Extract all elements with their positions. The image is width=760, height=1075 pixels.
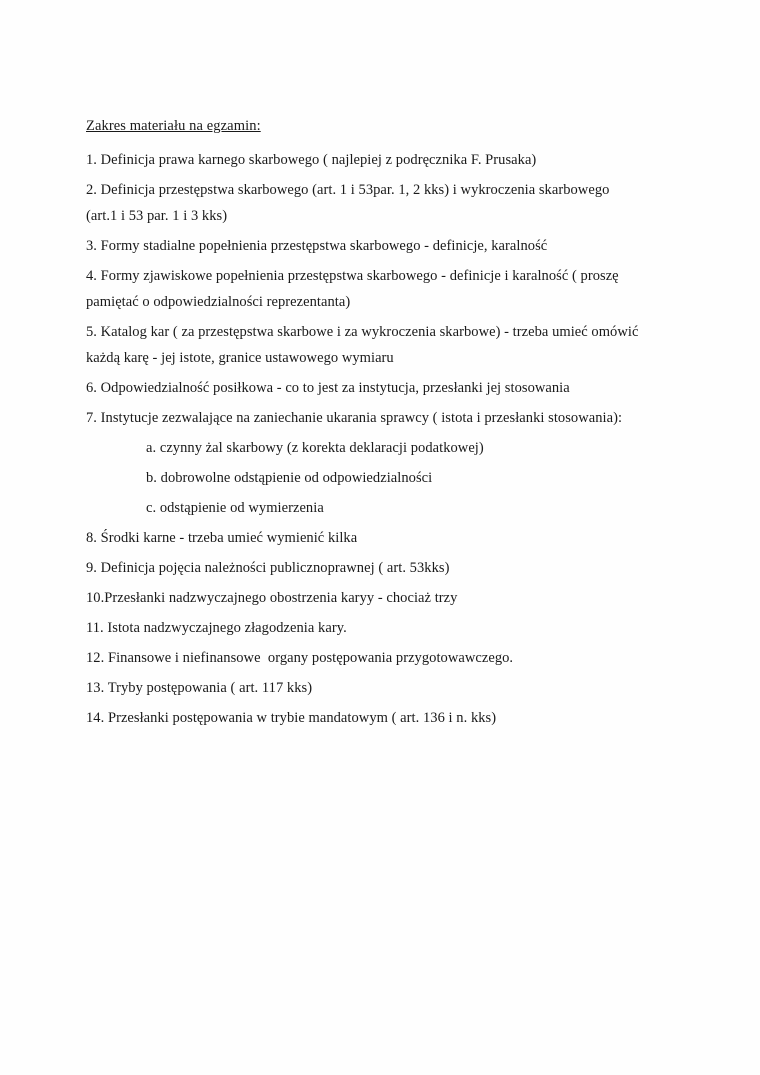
list-item: 12. Finansowe i niefinansowe organy postępowania przygotowawczego.: [86, 650, 514, 666]
list-item: 10.Przesłanki nadzwyczajnego obostrzenia karyy - chociaż trzy: [86, 590, 458, 606]
list-item: 5. Katalog kar ( za przestępstwa skarbowe i za wykroczenia skarbowe) - trzeba umieć omówić: [86, 324, 639, 340]
list-item: 13. Tryby postępowania ( art. 117 kks): [86, 680, 313, 696]
list-item: 11. Istota nadzwyczajnego złagodzenia kary.: [86, 620, 347, 636]
page-title: Zakres materiału na egzamin:: [86, 118, 261, 134]
list-item-continuation: pamiętać o odpowiedzialności reprezentanta): [86, 294, 351, 310]
list-item: 8. Środki karne - trzeba umieć wymienić kilka: [86, 530, 358, 546]
sub-list-item-b: b. dobrowolne odstąpienie od odpowiedzialności: [146, 470, 433, 486]
list-item-continuation: każdą karę - jej istote, granice ustawowego wymiaru: [86, 350, 394, 366]
sub-list-item-a: a. czynny żal skarbowy (z korekta deklaracji podatkowej): [146, 440, 484, 456]
list-item-continuation: (art.1 i 53 par. 1 i 3 kks): [86, 208, 228, 224]
list-item: 2. Definicja przestępstwa skarbowego (art. 1 i 53par. 1, 2 kks) i wykroczenia skarbowego: [86, 182, 610, 198]
list-item: 3. Formy stadialne popełnienia przestępstwa skarbowego - definicje, karalność: [86, 238, 548, 254]
list-item: 1. Definicja prawa karnego skarbowego ( najlepiej z podręcznika F. Prusaka): [86, 152, 537, 168]
list-item: 7. Instytucje zezwalające na zaniechanie ukarania sprawcy ( istota i przesłanki stosowania):: [86, 410, 623, 426]
list-item: 4. Formy zjawiskowe popełnienia przestępstwa skarbowego - definicje i karalność ( proszę: [86, 268, 619, 284]
document-body: [86, 113, 686, 731]
list-item: 6. Odpowiedzialność posiłkowa - co to jest za instytucja, przesłanki jej stosowania: [86, 380, 570, 396]
list-item: 14. Przesłanki postępowania w trybie mandatowym ( art. 136 i n. kks): [86, 710, 497, 726]
list-item: 9. Definicja pojęcia należności publicznoprawnej ( art. 53kks): [86, 560, 450, 576]
sub-list-item-c: c. odstąpienie od wymierzenia: [146, 500, 324, 516]
